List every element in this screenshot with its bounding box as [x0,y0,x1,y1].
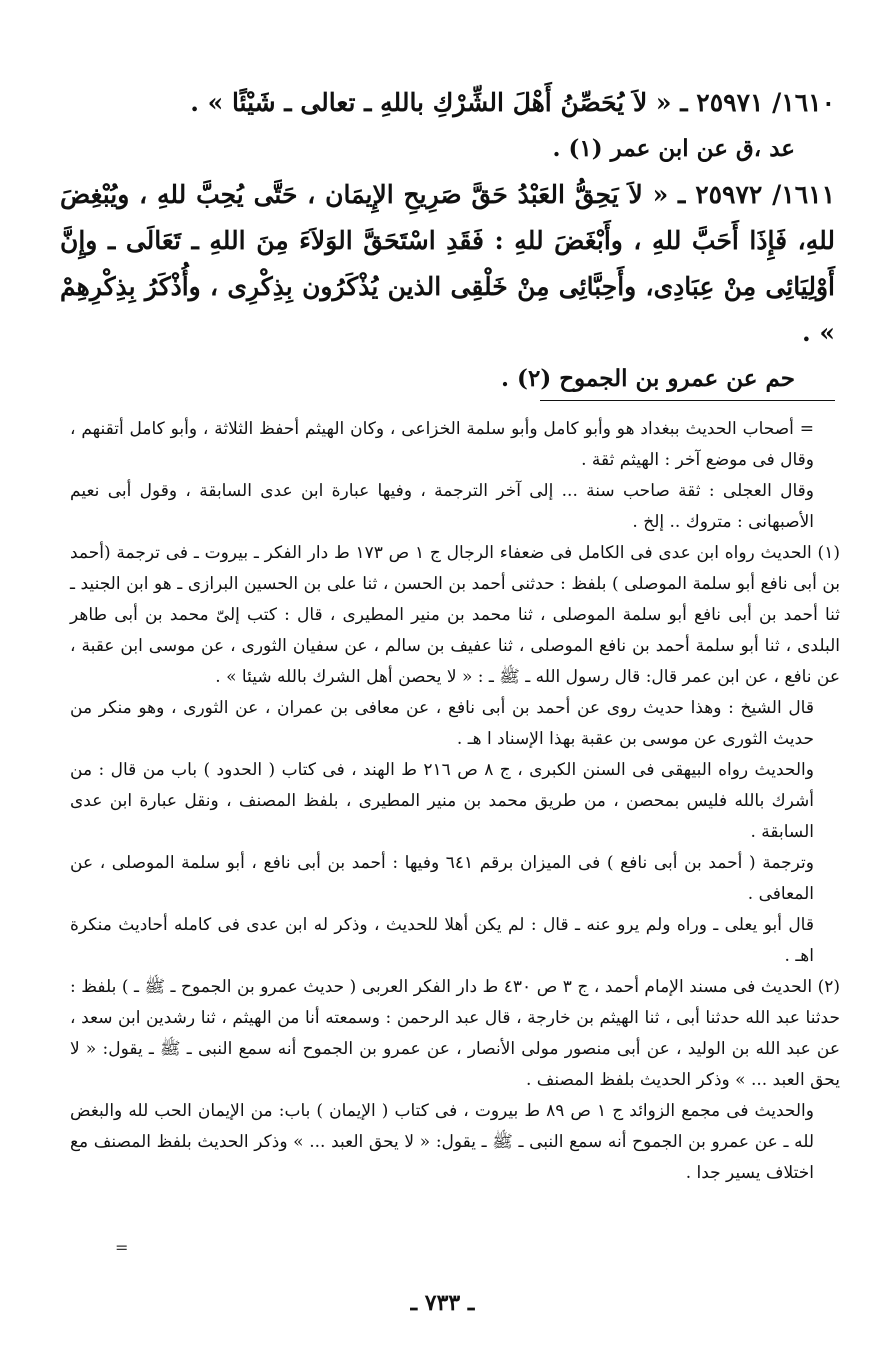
footnote-1: (١) الحديث رواه ابن عدى فى الكامل فى ضعفاء الرجال ج ١ ص ١٧٣ ط دار الفكر ـ بيروت ـ فى ترجمة (أحمد بن أبى نافع أبو سلمة الموصلى ) بلفظ : حدثنى أحمد بن الحسن ، ثنا على بن الحسين البرازى ـ هو ابن الجنيد ـ ثنا أحمد بن أبى نافع أبو سلمة الموصلى ، ثنا محمد بن منير المطيرى ، قال : كتب إلىّ محمد بن أبى طاهر البلدى ، ثنا أبو سلمة أحمد بن نافع الموصلى ، ثنا عفيف بن سالم ، عن سفيان الثورى ، عن موسى ابن عقبة ، عن نافع ، عن ابن عمر قال: قال رسول الله ـ ﷺ ـ : « لا يحصن أهل الشرك بالله شيئا » . [70,543,840,687]
main-text [60,80,835,402]
footnote-2: (٢) الحديث فى مسند الإمام أحمد ، ج ٣ ص ٤٣٠ ط دار الفكر العربى ( حديث عمرو بن الجموح ـ ﷺ ـ ) بلفظ : حدثنا عبد الله حدثنا أبى ، ثنا الهيثم بن خارجة ، قال عبد الرحمن : وسمعته أنا من الهيثم ، ثنا رشدين ابن سعد ، عن عبد الله بن الوليد ، عن أبى منصور مولى الأنصار ، عن عمرو بن الجموح أنه سمع النبى ـ ﷺ ـ يقول: « لا يحق العبد ... » وذكر الحديث بلفظ المصنف . [70,977,840,1090]
footnote-continued-1: = أصحاب الحديث ببغداد هو وأبو كامل وأبو سلمة الخزاعى ، وكان الهيثم أحفظ الثلاثة ، وأبو كامل أتقنهم ، وقال فى موضع آخر : الهيثم ثقة . [70,419,814,470]
footnote-1-para-3: والحديث رواه البيهقى فى السنن الكبرى ، ج ٨ ص ٢١٦ ط الهند ، فى كتاب ( الحدود ) باب من قال : من أشرك بالله فليس بمحصن ، من طريق محمد بن منير المطيرى ، بلفظ المصنف ، ونقل عبارة ابن عدى السابقة . [70,760,814,842]
footnote-separator [540,400,835,401]
page-number: ـ ٧٣٣ ـ [410,1290,475,1316]
footnotes [70,414,840,1189]
hadith-1611: ١٦١١/ ٢٥٩٧٢ ـ « لاَ يَحِقُّ العَبْدُ حَقَّ صَرِيحِ الإِيمَان ، حَتَّى يُحِبَّ للهِ ، ويُبْغِضَ للهِ، فَإِذَا أَحَبَّ للهِ ، وأَبْغَضَ للهِ : فَقَدِ اسْتَحَقَّ الوَلاَءَ مِنَ اللهِ ـ تَعَالَى ـ وإِنَّ أَوْلِيَائِى مِنْ عِبَادِى، وأَحِبَّائِى مِنْ خَلْقِى الذين يُذْكَرُون بِذِكْرِى ، وأُذْكَرُ بِذِكْرِهِمْ » . [60,180,836,347]
hadith-1610: ١٦١٠/ ٢٥٩٧١ ـ « لاَ يُحَصِّنُ أَهْلَ الشِّرْكِ باللهِ ـ تعالى ـ شَيْئًا » . [190,88,835,117]
source-1611: حم عن عمرو بن الجموح (٢) . [501,365,795,392]
continuation-mark: = [115,1238,129,1257]
footnote-1-para-4: وترجمة ( أحمد بن أبى نافع ) فى الميزان برقم ٦٤١ وفيها : أحمد بن أبى نافع ، أبو سلمة الموصلى ، عن المعافى . [70,853,814,904]
footnote-2-para-2: والحديث فى مجمع الزوائد ج ١ ص ٨٩ ط بيروت ، فى كتاب ( الإيمان ) باب: من الإيمان الحب لله والبغض لله ـ عن عمرو بن الجموح أنه سمع النبى ـ ﷺ ـ يقول: « لا يحق العبد ... » وذكر الحديث بلفظ المصنف مع اختلاف يسير جدا . [70,1101,814,1183]
footnote-continued-2: وقال العجلى : ثقة صاحب سنة ... إلى آخر الترجمة ، وفيها عبارة ابن عدى السابقة ، وقول أبى نعيم الأصبهانى : متروك .. إلخ . [70,481,814,532]
footnote-1-para-2: قال الشيخ : وهذا حديث روى عن أحمد بن أبى نافع ، عن معافى بن عمران ، عن الثورى ، وهو منكر من حديث الثورى عن موسى بن عقبة بهذا الإسناد ا هـ . [70,698,814,749]
source-1610: عد ،ق عن ابن عمر (١) . [552,135,795,162]
footnote-1-para-5: قال أبو يعلى ـ وراه ولم يرو عنه ـ قال : لم يكن أهلا للحديث ، وذكر له ابن عدى فى كامله أحاديث منكرة اهـ . [70,915,814,966]
